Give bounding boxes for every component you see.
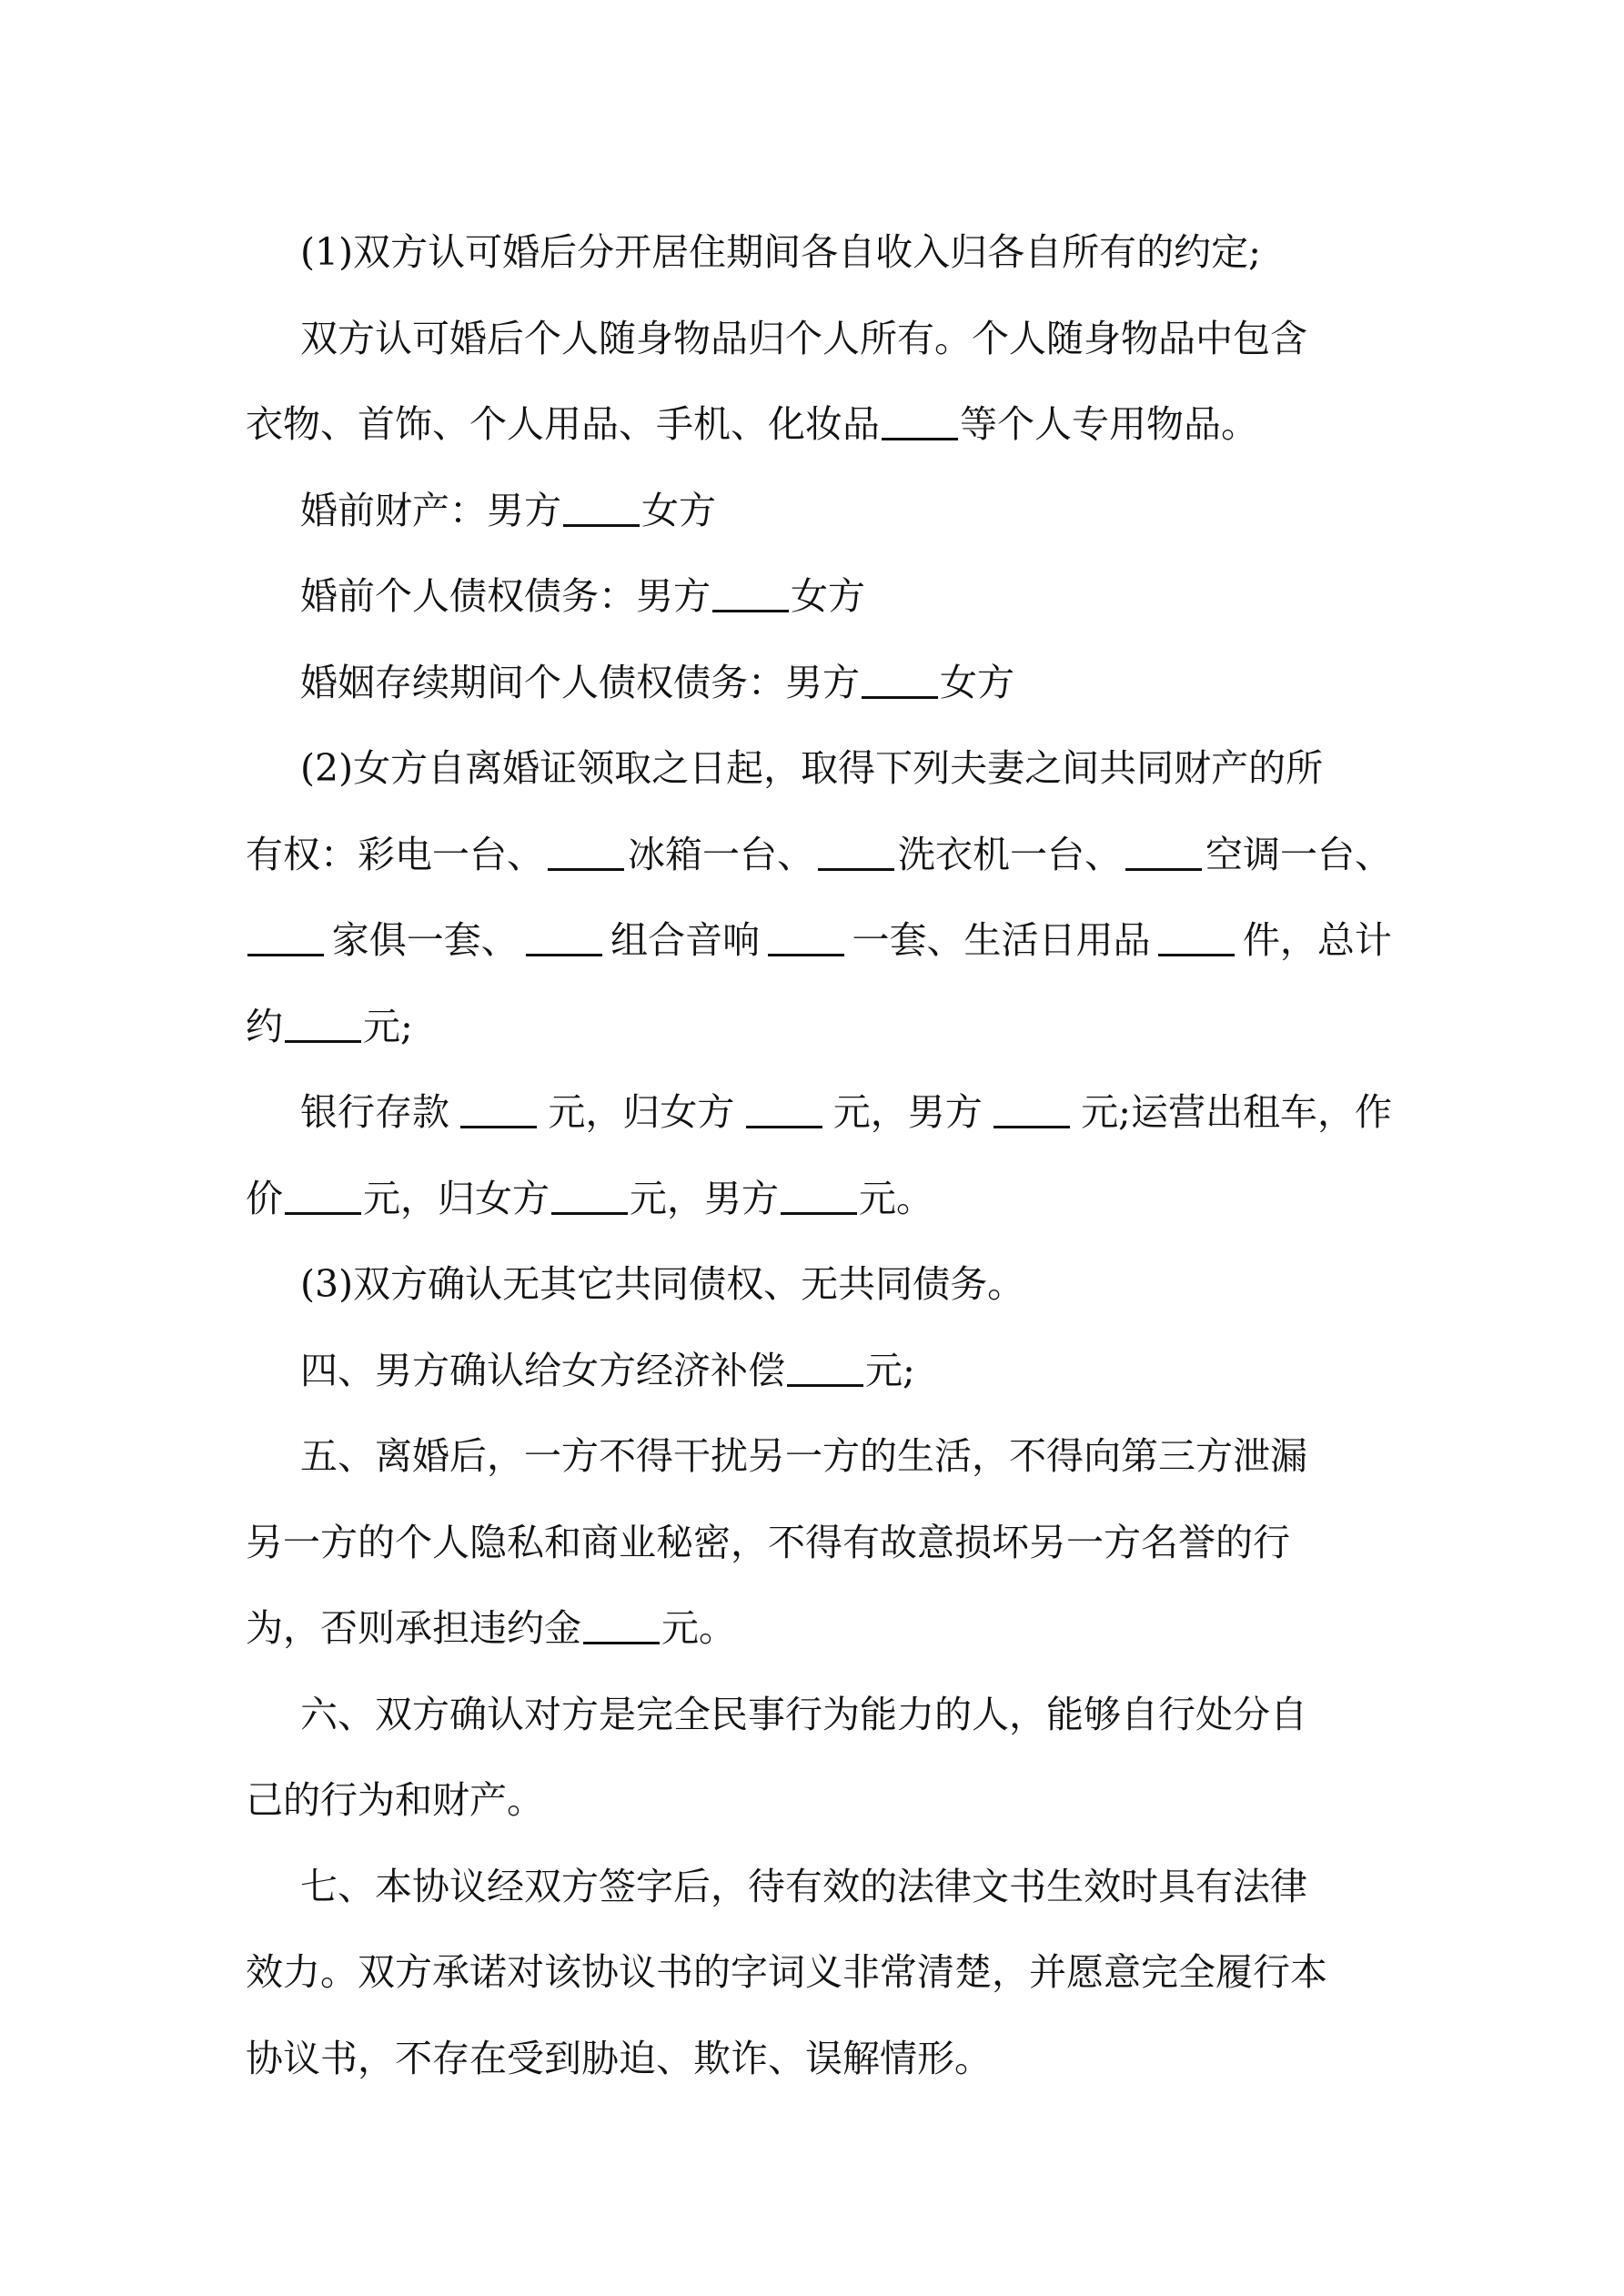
paragraph — [246, 209, 1392, 296]
paragraph — [246, 1672, 1392, 1844]
paragraph-line — [246, 1156, 1392, 1242]
paragraph — [246, 725, 1392, 1069]
text-segment: 元。 — [661, 1606, 736, 1650]
text-segment: 衣物、首饰、个人用品、手机、化妆品 — [246, 402, 880, 446]
fill-in-blank — [818, 831, 894, 871]
text-segment: 己的行为和财产。 — [246, 1778, 544, 1822]
text-segment: 元，男方 — [832, 1090, 983, 1134]
paragraph-line — [246, 553, 1392, 640]
paragraph — [246, 1069, 1392, 1241]
text-segment: 元，归女方 — [548, 1090, 735, 1134]
text-segment: 效力。双方承诺对该协议书的字词义非常清楚，并愿意完全履行本 — [246, 1950, 1327, 1994]
text-segment: 价 — [246, 1176, 283, 1220]
paragraph-line — [246, 468, 1392, 554]
fill-in-blank — [526, 916, 602, 956]
fill-in-blank — [285, 1175, 361, 1215]
paragraph-line — [246, 1929, 1392, 2016]
paragraph-line — [246, 2016, 1392, 2102]
paragraph — [246, 1241, 1392, 1328]
text-segment: 婚姻存续期间个人债权债务：男方 — [300, 660, 860, 704]
text-segment: (2)女方自离婚证领取之日起，取得下列夫妻之间共同财产的所 — [300, 746, 1324, 790]
document-body — [246, 209, 1392, 2101]
paragraph-line — [246, 725, 1392, 812]
paragraph-line — [246, 209, 1392, 296]
text-segment: 另一方的个人隐私和商业秘密，不得有故意损坏另一方名誉的行 — [246, 1520, 1290, 1564]
text-segment: 婚前财产：男方 — [300, 488, 561, 532]
text-segment: 元; — [363, 1004, 413, 1048]
fill-in-blank — [712, 572, 789, 612]
text-segment: 元。 — [859, 1176, 933, 1220]
text-segment: 为，否则承担违约金 — [246, 1606, 581, 1650]
paragraph — [246, 1844, 1392, 2102]
paragraph-line — [246, 1500, 1392, 1586]
paragraph-line — [246, 1844, 1392, 1930]
fill-in-blank — [460, 1088, 537, 1128]
fill-in-blank — [781, 1175, 857, 1215]
text-segment: 协议书，不存在受到胁迫、欺诈、误解情形。 — [246, 2036, 992, 2080]
paragraph-line — [246, 1328, 1392, 1414]
text-segment: (3)双方确认无其它共同债权、无共同债务。 — [300, 1262, 1025, 1306]
text-segment: 六、双方确认对方是完全民事行为能力的人，能够自行处分自 — [300, 1692, 1307, 1736]
fill-in-blank — [285, 1003, 361, 1043]
paragraph-line — [246, 1585, 1392, 1672]
paragraph-line — [246, 1241, 1392, 1328]
text-segment: 银行存款 — [300, 1090, 449, 1134]
text-segment: 女方 — [940, 660, 1014, 704]
text-segment: 冰箱一台、 — [628, 832, 814, 876]
fill-in-blank — [583, 1604, 660, 1644]
text-segment: 女方 — [641, 488, 716, 532]
text-segment: 元; — [865, 1348, 915, 1392]
text-segment: 女方 — [791, 574, 865, 618]
text-segment: 元;运营出租车，作 — [1081, 1090, 1392, 1134]
paragraph — [246, 640, 1392, 726]
text-segment: 四、男方确认给女方经济补偿 — [300, 1348, 785, 1392]
fill-in-blank — [1125, 831, 1202, 871]
paragraph-line — [246, 1069, 1392, 1156]
text-segment: (1)双方认可婚后分开居住期间各自收入归各自所有的约定; — [300, 230, 1261, 274]
paragraph-line — [246, 1413, 1392, 1500]
paragraph — [246, 1328, 1392, 1414]
paragraph — [246, 468, 1392, 554]
text-segment: 元，归女方 — [363, 1176, 550, 1220]
text-segment: 有权：彩电一台、 — [246, 832, 544, 876]
paragraph-line — [246, 812, 1392, 898]
fill-in-blank — [768, 916, 844, 956]
fill-in-blank — [994, 1088, 1070, 1128]
fill-in-blank — [882, 400, 958, 440]
fill-in-blank — [247, 916, 324, 956]
text-segment: 洗衣机一台、 — [898, 832, 1122, 876]
fill-in-blank — [862, 659, 938, 699]
paragraph — [246, 296, 1392, 468]
text-segment: 等个人专用物品。 — [960, 402, 1258, 446]
fill-in-blank — [548, 831, 624, 871]
text-segment: 双方认可婚后个人随身物品归个人所有。个人随身物品中包含 — [300, 316, 1307, 360]
fill-in-blank — [563, 487, 640, 527]
paragraph-line — [246, 640, 1392, 726]
fill-in-blank — [551, 1175, 628, 1215]
fill-in-blank — [746, 1088, 822, 1128]
text-segment: 家俱一套、 — [331, 918, 519, 962]
paragraph-line — [246, 381, 1392, 468]
fill-in-blank — [1158, 916, 1235, 956]
paragraph-line — [246, 296, 1392, 382]
text-segment: 婚前个人债权债务：男方 — [300, 574, 711, 618]
text-segment: 七、本协议经双方签字后，待有效的法律文书生效时具有法律 — [300, 1864, 1307, 1908]
text-segment: 一套、生活日用品 — [852, 918, 1151, 962]
text-segment: 件，总计 — [1242, 918, 1392, 962]
paragraph — [246, 553, 1392, 640]
paragraph-line — [246, 1757, 1392, 1844]
fill-in-blank — [787, 1347, 863, 1387]
text-segment: 组合音响 — [610, 918, 761, 962]
text-segment: 约 — [246, 1004, 283, 1048]
text-segment: 元，男方 — [630, 1176, 779, 1220]
paragraph — [246, 1413, 1392, 1672]
paragraph-line — [246, 984, 1392, 1070]
paragraph-line — [246, 897, 1392, 984]
paragraph-line — [246, 1672, 1392, 1758]
text-segment: 五、离婚后，一方不得干扰另一方的生活，不得向第三方泄漏 — [300, 1434, 1307, 1478]
text-segment: 空调一台、 — [1205, 832, 1392, 876]
